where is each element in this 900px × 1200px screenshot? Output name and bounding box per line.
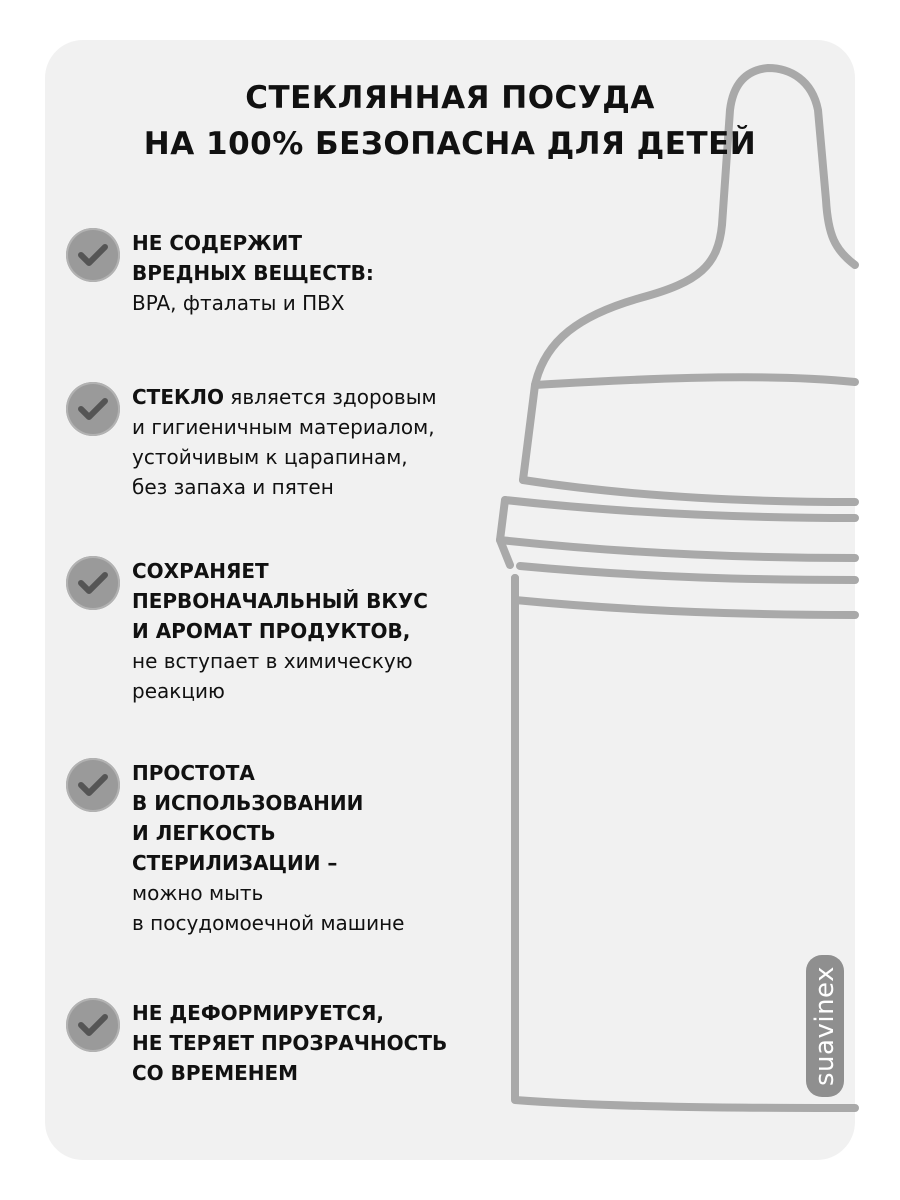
feature-heading: ПРОСТОТА — [132, 761, 255, 785]
feature-heading: СО ВРЕМЕНЕМ — [132, 1061, 299, 1085]
feature-heading: ВРЕДНЫХ ВЕЩЕСТВ: — [132, 261, 374, 285]
feature-text: устойчивым к царапинам, — [132, 445, 408, 469]
feature-heading: СТЕКЛО — [132, 385, 224, 409]
checkmark-icon — [66, 228, 120, 282]
feature-heading: НЕ ДЕФОРМИРУЕТСЯ, — [132, 1001, 385, 1025]
feature-heading: ПЕРВОНАЧАЛЬНЫЙ ВКУС — [132, 589, 428, 613]
brand-name: suavinex — [810, 966, 841, 1086]
feature-heading: И ЛЕГКОСТЬ — [132, 821, 276, 845]
feature-heading: СТЕРИЛИЗАЦИИ – — [132, 851, 338, 875]
feature-heading: НЕ СОДЕРЖИТ — [132, 231, 303, 255]
feature-text: является здоровым — [223, 385, 437, 409]
feature-heading: В ИСПОЛЬЗОВАНИИ — [132, 791, 364, 815]
feature-no-harmful — [66, 228, 374, 318]
checkmark-icon — [66, 998, 120, 1052]
feature-heading: СОХРАНЯЕТ — [132, 559, 269, 583]
checkmark-icon — [66, 758, 120, 812]
checkmark-icon — [66, 382, 120, 436]
feature-text: можно мыть — [132, 881, 264, 905]
title-line-2: НА 100% БЕЗОПАСНА ДЛЯ ДЕТЕЙ — [143, 126, 757, 162]
feature-easy-use — [66, 758, 405, 938]
feature-no-deform — [66, 998, 447, 1088]
page-title — [0, 75, 900, 167]
feature-heading: НЕ ТЕРЯЕТ ПРОЗРАЧНОСТЬ — [132, 1031, 448, 1055]
feature-taste — [66, 556, 428, 706]
feature-glass — [66, 382, 437, 502]
feature-text: BPA, фталаты и ПВХ — [132, 291, 345, 315]
feature-text: и гигиеничным материалом, — [132, 415, 435, 439]
feature-text: реакцию — [132, 679, 225, 703]
feature-heading: И АРОМАТ ПРОДУКТОВ, — [132, 619, 411, 643]
title-line-1: СТЕКЛЯННАЯ ПОСУДА — [245, 80, 655, 116]
feature-text: без запаха и пятен — [132, 475, 334, 499]
brand-logo — [806, 955, 844, 1097]
feature-text: в посудомоечной машине — [132, 911, 405, 935]
feature-text: не вступает в химическую — [132, 649, 413, 673]
checkmark-icon — [66, 556, 120, 610]
